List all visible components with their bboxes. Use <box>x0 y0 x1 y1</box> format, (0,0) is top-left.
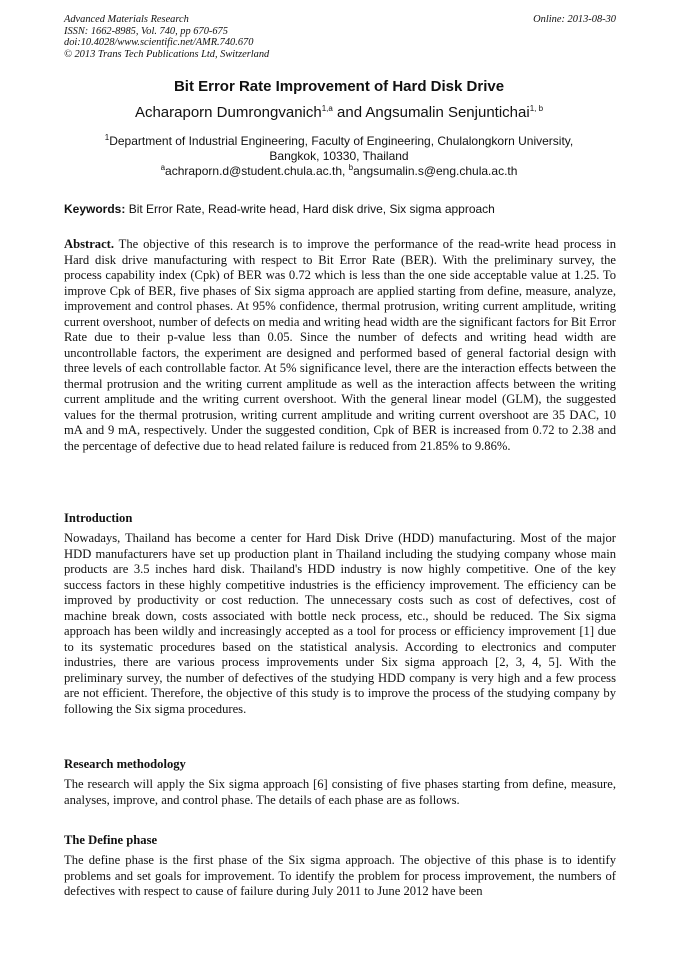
doi-line: doi:10.4028/www.scientific.net/AMR.740.670 <box>64 37 254 49</box>
define-phase-text: The define phase is the first phase of the Six sigma approach. The objective of this phase is to identify problems and set goals for improvement. To identify the problem for process improvement, the numbers of defectives with respect to cause of failure during July 2011 to June 2012 have been <box>64 853 616 898</box>
paper-title: Bit Error Rate Improvement of Hard Disk Drive <box>173 78 505 95</box>
abstract <box>64 237 616 454</box>
email-b-marker: b <box>348 163 354 172</box>
affil-marker: 1 <box>104 133 110 142</box>
methodology-text: The research will apply the Six sigma approach [6] consisting of five phases starting from define, measure, analyses, improve, and control phase. The details of each phase are as follows. <box>64 777 616 807</box>
author-1-affil: 1,a <box>321 104 333 113</box>
author-2-affil: 1, b <box>529 104 544 113</box>
affiliation-line-2: Bangkok, 10330, Thailand <box>269 149 409 163</box>
author-conjunction: and <box>337 104 363 121</box>
affiliation-line-1: Department of Industrial Engineering, Faculty of Engineering, Chulalongkorn University, <box>109 134 574 148</box>
abstract-text: The objective of this research is to improve the performance of the read-write head process in Hard disk drive manufacturing with respect to Bit Error Rate (BER). With the preliminary survey, the process capability index (Cpk) of BER was 0.72 which is less than the one side acceptable value at 1.25. To improve Cpk of BER, five phases of Six sigma approach are applied starting from define, measure, analyze, improvement and control phases. At 95% confidence, thermal protrusion, writing current amplitude, writing current overshoot, number of defects on media and writing head width are the significant factors for Bit Error Rate due to their p-value less than 0.05. Since the number of defects and writing head width are uncontrollable factors, the experiment are designed and performed based of general factorial design with three levels of each controllable factor. At 5% significance level, there are the interaction effects between the thermal protrusion and the writing current amplitude as well as the interaction affects between the writing current amplitude and the writing current overshoot. With the general linear model (GLM), the suggested values for the thermal protrusion, writing current amplitude and writing current overshoot are 35 DAC, 10 mA and 9 mA, respectively. Under the suggested condition, Cpk of BER is increased from 0.72 to 2.38 and the percentage of defective due to head related failure is reduced from 21.85% to 9.86%. <box>64 237 617 453</box>
affiliation <box>90 134 588 179</box>
define-phase-heading: The Define phase <box>64 833 158 847</box>
journal-header <box>64 14 616 60</box>
email-a-marker: a <box>160 163 166 172</box>
keywords <box>64 202 616 216</box>
email-b: angsumalin.s@eng.chula.ac.th <box>353 164 518 178</box>
introduction-text: Nowadays, Thailand has become a center for Hard Disk Drive (HDD) manufacturing. Most of the major HDD manufacturers have set up production plant in Thailand including the studying company whose main products are 3.5 inches hard disk. Thailand's HDD industry is now highly competitive. One of the key success factors in these highly competitive industries is the efficiency improvement. The efficiency can be improved by productivity or cost reduction. The unnecessary costs such as cost of defectives, cost of machine break down, costs associated with bottle neck process, etc., should be reduced. The Six sigma approach has been wildly and increasingly accepted as a tool for process or efficiency improvement [1] due to its systematic procedures based on the statistical analysis. According to electronics and computer industries, there are various process improvements under Six sigma approach [2, 3, 4, 5]. With the preliminary survey, the number of defectives of the studying HDD company is very high and a few process are not efficient. Therefore, the objective of this study is to improve the process of the studying company by following the Six sigma procedures. <box>64 531 616 716</box>
introduction-heading: Introduction <box>64 511 133 525</box>
author-2: Angsumalin Senjuntichai <box>365 104 530 121</box>
author-1: Acharaporn Dumrongvanich <box>134 104 322 121</box>
keywords-label: Keywords: <box>64 202 126 216</box>
keywords-text: Bit Error Rate, Read-write head, Hard disk drive, Six sigma approach <box>128 202 495 216</box>
copyright-line: © 2013 Trans Tech Publications Ltd, Switzerland <box>64 48 270 60</box>
methodology-heading: Research methodology <box>64 757 186 771</box>
abstract-label: Abstract. <box>64 237 115 251</box>
email-a: achraporn.d@student.chula.ac.th, <box>165 164 346 178</box>
issn-line: ISSN: 1662-8985, Vol. 740, pp 670-675 <box>64 25 228 37</box>
online-date: Online: 2013-08-30 <box>533 14 616 25</box>
journal-name: Advanced Materials Research <box>64 14 189 25</box>
author-list <box>0 104 678 121</box>
email-line <box>90 164 588 179</box>
